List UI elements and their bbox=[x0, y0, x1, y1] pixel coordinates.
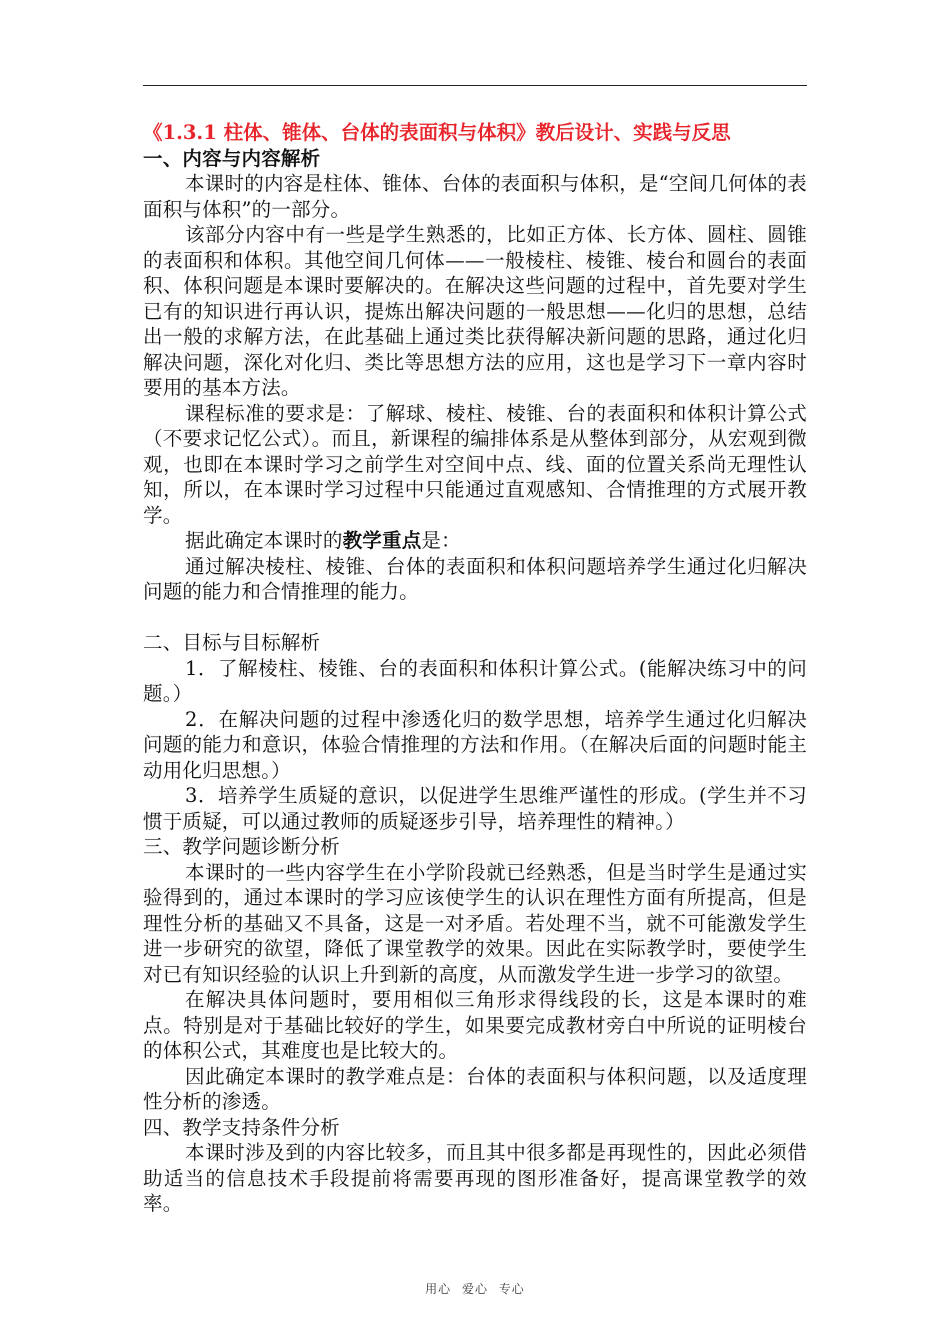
section-3-paragraph-3: 因此确定本课时的教学难点是：台体的表面积与体积问题，以及适度理性分析的渗透。 bbox=[143, 1064, 807, 1113]
section-1-paragraph-5: 通过解决棱柱、棱锥、台体的表面积和体积问题培养学生通过化归解决问题的能力和合情推理的能力。 bbox=[143, 554, 807, 603]
section-3-paragraph-1: 本课时的一些内容学生在小学阶段就已经熟悉，但是当时学生是通过实验得到的，通过本课时的学习应该使学生的认识在理性方面有所提高，但是理性分析的基础又不具备，这是一对矛盾。若处理不当，就不可能激发学生进一步研究的欲望，降低了课堂教学的效果。因此在实际教学时，要使学生对已有知识经验的认识上升到新的高度，从而激发学生进一步学习的欲望。 bbox=[143, 860, 807, 986]
section-1-heading: 一、内容与内容解析 bbox=[143, 146, 321, 170]
document-body bbox=[143, 120, 807, 1217]
section-2-paragraph-2: 2．在解决问题的过程中渗透化归的数学思想，培养学生通过化归解决问题的能力和意识，体验合情推理的方法和作用。（在解决后面的问题时能主动用化归思想。） bbox=[143, 707, 807, 782]
key-point-emphasis: 教学重点 bbox=[342, 529, 422, 552]
blank-line bbox=[143, 605, 807, 631]
section-1-paragraph-2: 该部分内容中有一些是学生熟悉的，比如正方体、长方体、圆柱、圆锥的表面积和体积。其他空间几何体——一般棱柱、棱锥、棱台和圆台的表面积、体积问题是本课时要解决的。在解决这些问题的过程中，首先要对学生已有的知识进行再认识，提炼出解决问题的一般思想——化归的思想，总结出一般的求解方法，在此基础上通过类比获得解决新问题的思路，通过化归解决问题，深化对化归、类比等思想方法的应用，这也是学习下一章内容时要用的基本方法。 bbox=[143, 223, 807, 399]
header-rule bbox=[143, 85, 807, 86]
section-4-paragraph-1: 本课时涉及到的内容比较多，而且其中很多都是再现性的，因此必须借助适当的信息技术手段提前将需要再现的图形准备好，提高课堂教学的效率。 bbox=[143, 1141, 807, 1215]
section-3-heading: 三、教学问题诊断分析 bbox=[143, 835, 341, 858]
key-point-suffix: 是： bbox=[421, 529, 461, 552]
page-footer: 用心 爱心 专心 bbox=[425, 1282, 525, 1296]
key-point-prefix: 据此确定本课时的 bbox=[185, 529, 343, 552]
section-1-paragraph-1: 本课时的内容是柱体、锥体、台体的表面积与体积，是“空间几何体的表面积与体积”的一部分。 bbox=[143, 172, 807, 221]
section-1-paragraph-3: 课程标准的要求是：了解球、棱柱、棱锥、台的表面积和体积计算公式（不要求记忆公式）。而且，新课程的编排体系是从整体到部分，从宏观到微观，也即在本课时学习之前学生对空间中点、线、面的位置关系尚无理性认知，所以，在本课时学习过程中只能通过直观感知、合情推理的方式展开教学。 bbox=[143, 401, 807, 527]
section-3-paragraph-2: 在解决具体问题时，要用相似三角形求得线段的长，这是本课时的难点。特别是对于基础比较好的学生，如果要完成教材旁白中所说的证明棱台的体积公式，其难度也是比较大的。 bbox=[143, 988, 807, 1062]
section-2-heading: 二、目标与目标解析 bbox=[143, 631, 321, 654]
section-4-heading: 四、教学支持条件分析 bbox=[143, 1115, 341, 1139]
document-title: 《1.3.1 柱体、锥体、台体的表面积与体积》教后设计、实践与反思 bbox=[143, 121, 731, 144]
section-2-paragraph-3: 3．培养学生质疑的意识，以促进学生思维严谨性的形成。(学生并不习惯于质疑，可以通过教师的质疑逐步引导，培养理性的精神。） bbox=[143, 784, 807, 833]
section-2-paragraph-1: 1．了解棱柱、棱锥、台的表面积和体积计算公式。(能解决练习中的问题。） bbox=[143, 656, 807, 705]
section-1-paragraph-4 bbox=[143, 528, 807, 554]
